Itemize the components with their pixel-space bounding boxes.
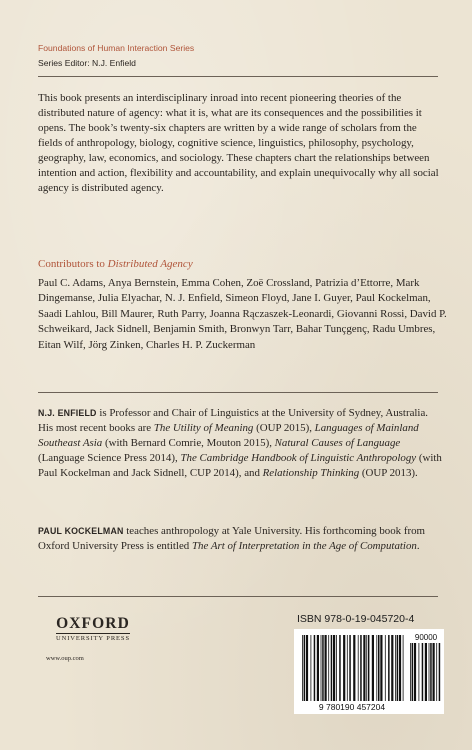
- publisher-url: www.oup.com: [46, 655, 84, 662]
- barcode-bar: [433, 643, 435, 701]
- book-title: Relationship Thinking: [262, 467, 360, 479]
- barcode-bar: [328, 635, 329, 701]
- barcode-bar: [439, 643, 441, 701]
- bio-text: (with Bernard Comrie, Mouton 2015),: [102, 437, 275, 449]
- price-code: 90000: [414, 633, 438, 642]
- author-name-enfield: N.J. ENFIELD: [38, 408, 97, 418]
- barcode-box: [294, 629, 444, 714]
- series-title: Foundations of Human Interaction Series: [38, 43, 195, 53]
- barcode-bar: [317, 635, 319, 701]
- barcode-bar: [429, 643, 430, 701]
- barcode-bar: [397, 635, 399, 701]
- barcode-bar: [331, 635, 333, 701]
- price-barcode-bars: [410, 643, 440, 701]
- book-title: The Utility of Meaning: [153, 422, 254, 434]
- book-title: The Cambridge Handbook of Linguistic Anthropology: [180, 452, 417, 464]
- contributors-heading-title: Distributed Agency: [107, 258, 193, 270]
- barcode-bar: [403, 635, 404, 701]
- book-title: Languages of Mainland Southeast Asia: [38, 422, 419, 449]
- series-editor: Series Editor: N.J. Enfield: [38, 58, 136, 68]
- barcode-bar: [414, 643, 416, 701]
- barcode-bar: [302, 635, 303, 701]
- barcode-bar: [399, 635, 401, 701]
- bottom-rule: [38, 596, 438, 597]
- book-title: Natural Causes of Language: [274, 437, 401, 449]
- barcode-graphic: [294, 629, 444, 714]
- barcode-bar: [314, 635, 316, 701]
- ean-barcode-bars: [302, 635, 404, 701]
- bio-text: (OUP 2013).: [359, 467, 418, 479]
- contributors-heading: [38, 258, 193, 270]
- barcode-bar: [363, 635, 365, 701]
- barcode-bar: [378, 635, 380, 701]
- bio-text: is Professor and Chair of Linguistics at the University of Sydney, Australia. His most recent books are: [38, 407, 429, 434]
- bio-text: (with Paul Kockelman and Jack Sidnell, CUP 2014), and: [38, 452, 442, 479]
- barcode-bar: [366, 635, 367, 701]
- logo-rule: [56, 633, 130, 634]
- bio-text: (OUP 2015),: [253, 422, 315, 434]
- barcode-bar: [325, 635, 327, 701]
- barcode-bar: [391, 635, 393, 701]
- barcode-bar: [333, 635, 335, 701]
- barcode-digits: 9 780190 457204: [318, 702, 386, 712]
- barcode-bar: [372, 635, 374, 701]
- barcode-bar: [349, 635, 351, 701]
- barcode-bar: [321, 635, 322, 701]
- book-title: The Art of Interpretation in the Age of Computation: [191, 540, 417, 552]
- barcode-bar: [380, 635, 382, 701]
- barcode-bar: [422, 643, 424, 701]
- barcode-bar: [412, 643, 414, 701]
- isbn-label: ISBN 978-0-19-045720-4: [297, 613, 415, 625]
- author-bio-enfield: [38, 406, 443, 481]
- barcode-bar: [410, 643, 411, 701]
- barcode-bar: [306, 635, 308, 701]
- barcode-bar: [322, 635, 324, 701]
- barcode-bar: [360, 635, 362, 701]
- barcode-bar: [395, 635, 396, 701]
- contributors-list: Paul C. Adams, Anya Bernstein, Emma Cohen, Zoë Crossland, Patrizia d’Ettorre, Mark Dingemanse, Julia Elyachar, N. J. Enfield, Simeon Floyd, Jane I. Guyer, Paul Kockelman, Saadi Lahlou, Bill Maurer, Ruth Parry, Joanna Rączaszek-Leonardi, Giovanni Rossi, David P. Schweikard, Jack Sidnell, Benjamin Smith, Bronwyn Tarr, Bahar Tunçgenç, Radu Umbres, Eitan Wilf, Jörg Zinken, Charles H. P. Zuckerman: [38, 277, 447, 351]
- contributors-rule: [38, 392, 438, 393]
- publisher-press: UNIVERSITY PRESS: [56, 635, 130, 642]
- book-description: This book presents an interdisciplinary inroad into recent pioneering theories of the distributed nature of agency: what it is, what are its consequences and the possibilities it opens. The book’s twenty-six chapters are written by a wide range of scholars from the fields of anthropology, biology, cognitive science, linguistics, philosophy, psychology, geography, law, economics, and sociology. These chapters chart the relationships between intention and action, flexibility and accountability, and explain unequivocally why all social agency is distributed agency.: [38, 92, 439, 194]
- bio-text: .: [416, 540, 420, 552]
- barcode-bar: [388, 635, 390, 701]
- barcode-bar: [425, 643, 427, 701]
- barcode-bar: [339, 635, 341, 701]
- bio-text: (Language Science Press 2014),: [38, 452, 181, 464]
- contributors-heading-prefix: Contributors to: [38, 258, 108, 270]
- bio-text: teaches anthropology at Yale University. His forthcoming book from Oxford University Press is entitled: [38, 525, 426, 552]
- barcode-bar: [347, 635, 348, 701]
- barcode-bar: [353, 635, 355, 701]
- publisher-name: OXFORD: [56, 615, 130, 632]
- barcode-bar: [311, 635, 312, 701]
- barcode-bar: [385, 635, 386, 701]
- author-bio-kockelman: [38, 524, 443, 554]
- header-rule: [38, 76, 438, 77]
- barcode-bar: [376, 635, 377, 701]
- barcode-bar: [336, 635, 337, 701]
- author-name-kockelman: PAUL KOCKELMAN: [38, 526, 124, 536]
- barcode-bar: [419, 643, 420, 701]
- barcode-bar: [358, 635, 359, 701]
- barcode-bar: [304, 635, 306, 701]
- barcode-bar: [430, 643, 432, 701]
- barcode-bar: [368, 635, 370, 701]
- barcode-bar: [343, 635, 345, 701]
- oxford-logo: [38, 616, 148, 643]
- barcode-bar: [436, 643, 437, 701]
